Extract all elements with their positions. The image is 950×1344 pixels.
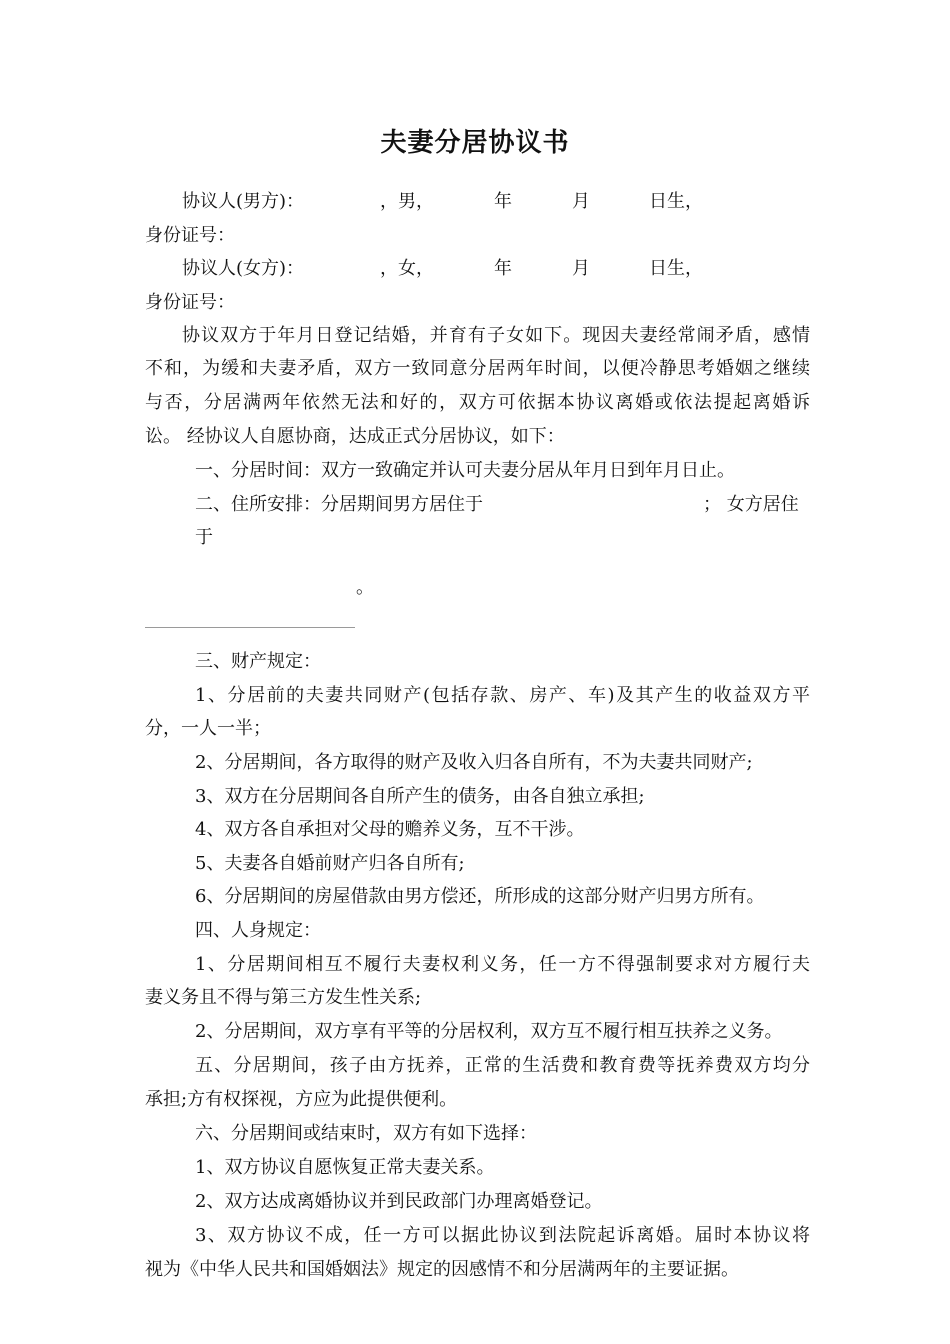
- clause-2-end-mark: 。: [356, 577, 374, 598]
- clause-6-item-3-line-2: 视为《中华人民共和国婚姻法》规定的因感情不和分居满两年的主要证据。: [145, 1259, 739, 1280]
- party-female-day: 日生，: [649, 258, 703, 279]
- party-female-gender: ，女，: [380, 258, 434, 279]
- clause-4-item-2: 2、分居期间，双方享有平等的分居权利，双方互不履行相互扶养之义务。: [195, 1021, 783, 1042]
- clause-2-part-2: ； 女方居住: [703, 494, 799, 515]
- party-male-label: 协议人(男方)：: [182, 191, 305, 212]
- party-female-label: 协议人(女方)：: [182, 258, 305, 279]
- clause-6-heading: 六、分居期间或结束时，双方有如下选择：: [195, 1123, 537, 1144]
- party-female-year: 年: [494, 258, 512, 279]
- party-male-gender: ，男，: [380, 191, 434, 212]
- clause-4-item-1-line-2: 妻义务且不得与第三方发生性关系;: [145, 987, 422, 1008]
- intro-line-3: 与否，分居满两年依然无法和好的，双方可依据本协议离婚或依法提起离婚诉: [145, 392, 810, 413]
- clause-6-item-1: 1、双方协议自愿恢复正常夫妻关系。: [195, 1157, 495, 1178]
- blank-underline: [145, 627, 355, 628]
- party-male-year: 年: [494, 191, 512, 212]
- clause-3-item-5: 5、夫妻各自婚前财产归各自所有;: [195, 853, 465, 874]
- clause-1: 一、分居时间：双方一致确定并认可夫妻分居从年月日到年月日止。: [195, 460, 735, 481]
- clause-3-item-4: 4、双方各自承担对父母的赡养义务，互不干涉。: [195, 819, 585, 840]
- clause-6-item-3-line-1: 3、双方协议不成，任一方可以据此协议到法院起诉离婚。届时本协议将: [195, 1225, 810, 1246]
- clause-3-item-1-line-1: 1、分居前的夫妻共同财产(包括存款、房产、车)及其产生的收益双方平: [195, 685, 810, 706]
- intro-line-2: 不和，为缓和夫妻矛盾，双方一致同意分居两年时间，以便冷静思考婚姻之继续: [145, 358, 810, 379]
- document-title: 夫妻分居协议书: [380, 128, 570, 158]
- intro-line-4: 讼。 经协议人自愿协商，达成正式分居协议，如下：: [145, 426, 565, 447]
- party-female-month: 月: [572, 258, 590, 279]
- party-male-id-label: 身份证号：: [145, 225, 235, 246]
- clause-5-line-1: 五、分居期间，孩子由方抚养，正常的生活费和教育费等抚养费双方均分: [195, 1055, 810, 1076]
- clause-3-item-1-line-2: 分，一人一半；: [145, 718, 271, 739]
- party-male-month: 月: [572, 191, 590, 212]
- party-male-day: 日生，: [649, 191, 703, 212]
- clause-4-item-1-line-1: 1、分居期间相互不履行夫妻权利义务，任一方不得强制要求对方履行夫: [195, 954, 810, 975]
- clause-5-line-2: 承担;方有权探视，方应为此提供便利。: [145, 1089, 458, 1110]
- party-female-id-label: 身份证号：: [145, 292, 235, 313]
- clause-3-item-6: 6、分居期间的房屋借款由男方偿还，所形成的这部分财产归男方所有。: [195, 886, 765, 907]
- intro-line-1: 协议双方于年月日登记结婚，并育有子女如下。现因夫妻经常闹矛盾，感情: [182, 325, 810, 346]
- clause-3-item-3: 3、双方在分居期间各自所产生的债务，由各自独立承担;: [195, 786, 645, 807]
- clause-3-item-2: 2、分居期间，各方取得的财产及收入归各自所有，不为夫妻共同财产;: [195, 752, 753, 773]
- clause-4-heading: 四、人身规定：: [195, 920, 321, 941]
- clause-2-part-1: 二、住所安排：分居期间男方居住于: [195, 494, 483, 515]
- clause-6-item-2: 2、双方达成离婚协议并到民政部门办理离婚登记。: [195, 1191, 603, 1212]
- clause-3-heading: 三、财产规定：: [195, 651, 321, 672]
- clause-2-part-3: 于: [195, 527, 213, 548]
